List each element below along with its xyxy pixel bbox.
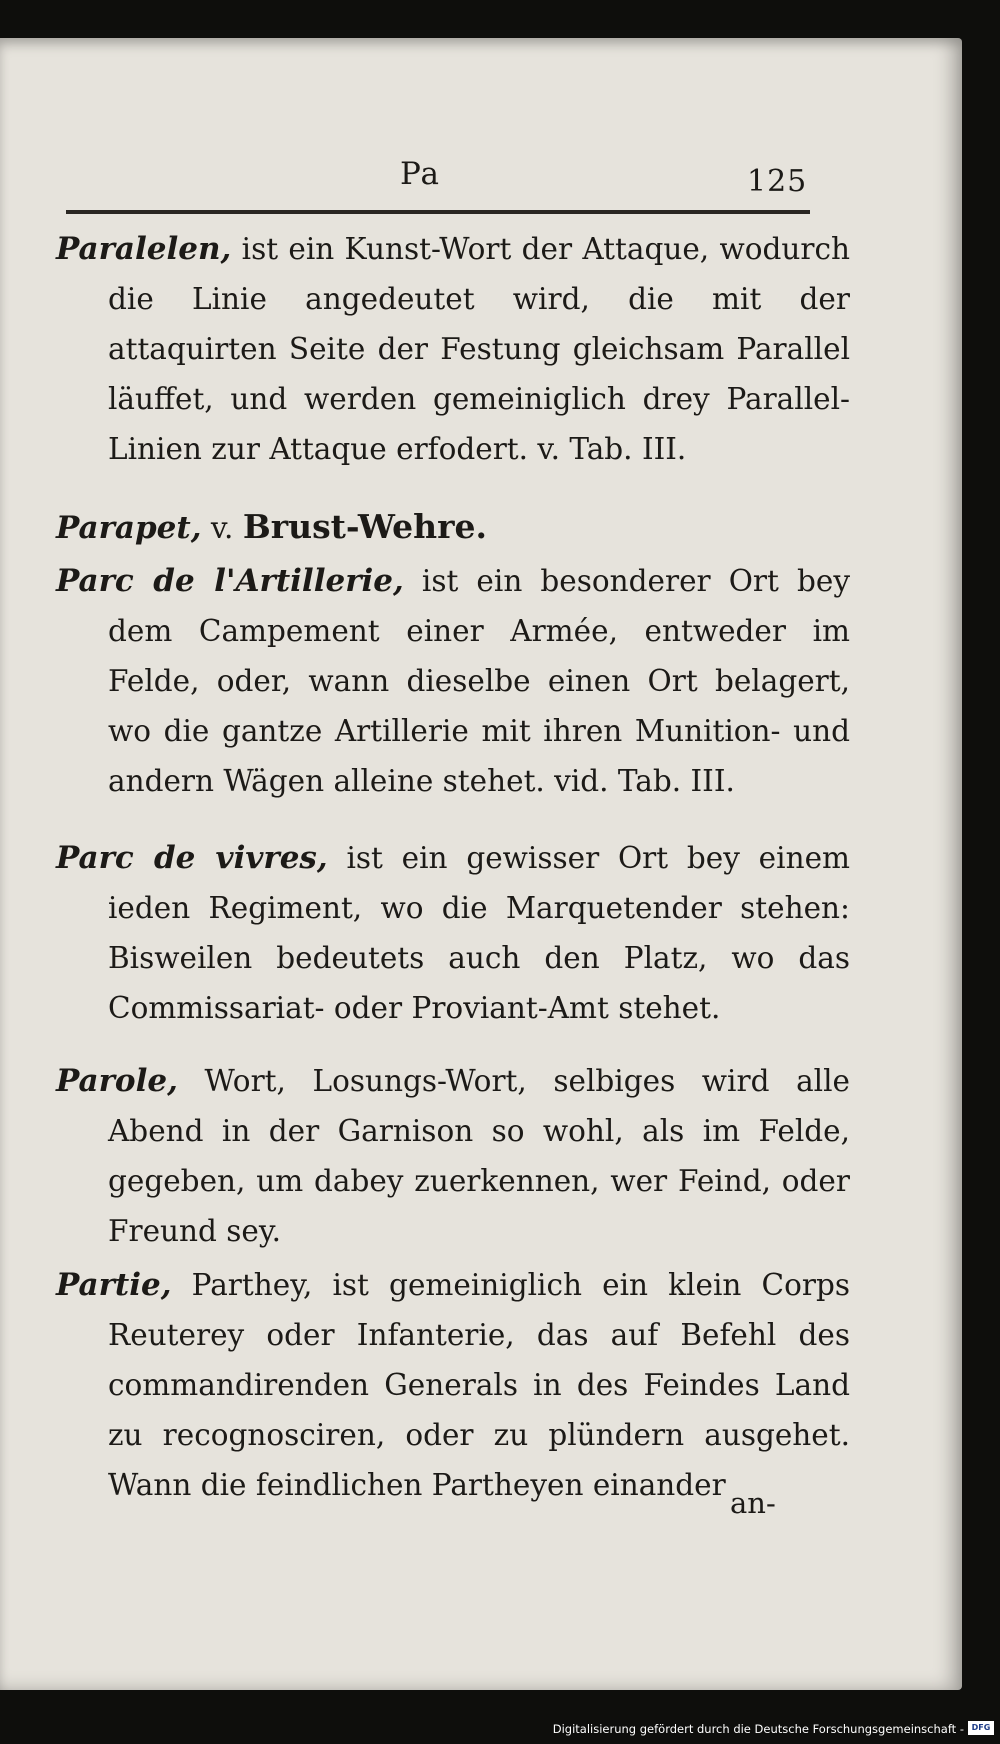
entry-body: ist ein besonderer Ort bey dem Campement einer Armée, entweder im Felde, oder, wann dieselbe einen Ort belagert, wo die gantze Artillerie mit ihren Munition- und andern Wägen alleine stehet. vid. Tab. III. [108, 564, 850, 798]
entry-body: Wort, Losungs-Wort, selbiges wird alle Abend in der Garnison so wohl, als im Felde, gegeben, um dabey zuerkennen, wer Feind, oder Freund sey. [108, 1064, 850, 1248]
entry-term: Parapet, [56, 510, 202, 546]
dictionary-entry [56, 502, 850, 553]
entry-body: ist ein gewisser Ort bey einem ieden Regiment, wo die Marquetender stehen: Bisweilen bedeutets auch den Platz, wo das Commissariat- oder Proviant-Amt stehet. [108, 841, 850, 1025]
dfg-logo: DFG [968, 1721, 994, 1735]
entry-body: Parthey, ist gemeiniglich ein klein Corps Reuterey oder Infanterie, das auf Befehl des commandirenden Generals in des Feindes Land zu recognosciren, oder zu plündern ausgehet. Wann die feindlichen Partheyen einander [108, 1268, 850, 1502]
funding-credit: Digitalisierung gefördert durch die Deutsche Forschungsgemeinschaft - [552, 1722, 964, 1736]
catchword: an- [730, 1486, 776, 1520]
dictionary-entry [56, 1056, 850, 1256]
entry-term: Partie, [56, 1267, 172, 1303]
digitization-footer [0, 1716, 1000, 1744]
dictionary-entry [56, 1260, 850, 1510]
header-rule [66, 210, 810, 214]
book-page [0, 38, 962, 1690]
page-number: 125 [747, 164, 808, 199]
entry-cross-reference: Brust-Wehre. [242, 507, 488, 546]
entry-cross-reference-prefix: v. [210, 511, 234, 545]
entry-body: ist ein Kunst-Wort der Attaque, wodurch die Linie angedeutet wird, die mit der attaquirten Seite der Festung gleichsam Parallel läuffet, und werden gemeiniglich drey Parallel-Linien zur Attaque erfodert. v. Tab. III. [108, 232, 850, 466]
dictionary-entry [56, 833, 850, 1033]
dictionary-entry [56, 224, 850, 474]
running-head: Pa [400, 156, 440, 192]
dictionary-entry [56, 556, 850, 806]
entry-term: Paralelen, [56, 231, 232, 267]
entry-term: Parc de vivres, [56, 840, 328, 876]
entry-term: Parc de l'Artillerie, [56, 563, 404, 599]
entry-term: Parole, [56, 1063, 178, 1099]
